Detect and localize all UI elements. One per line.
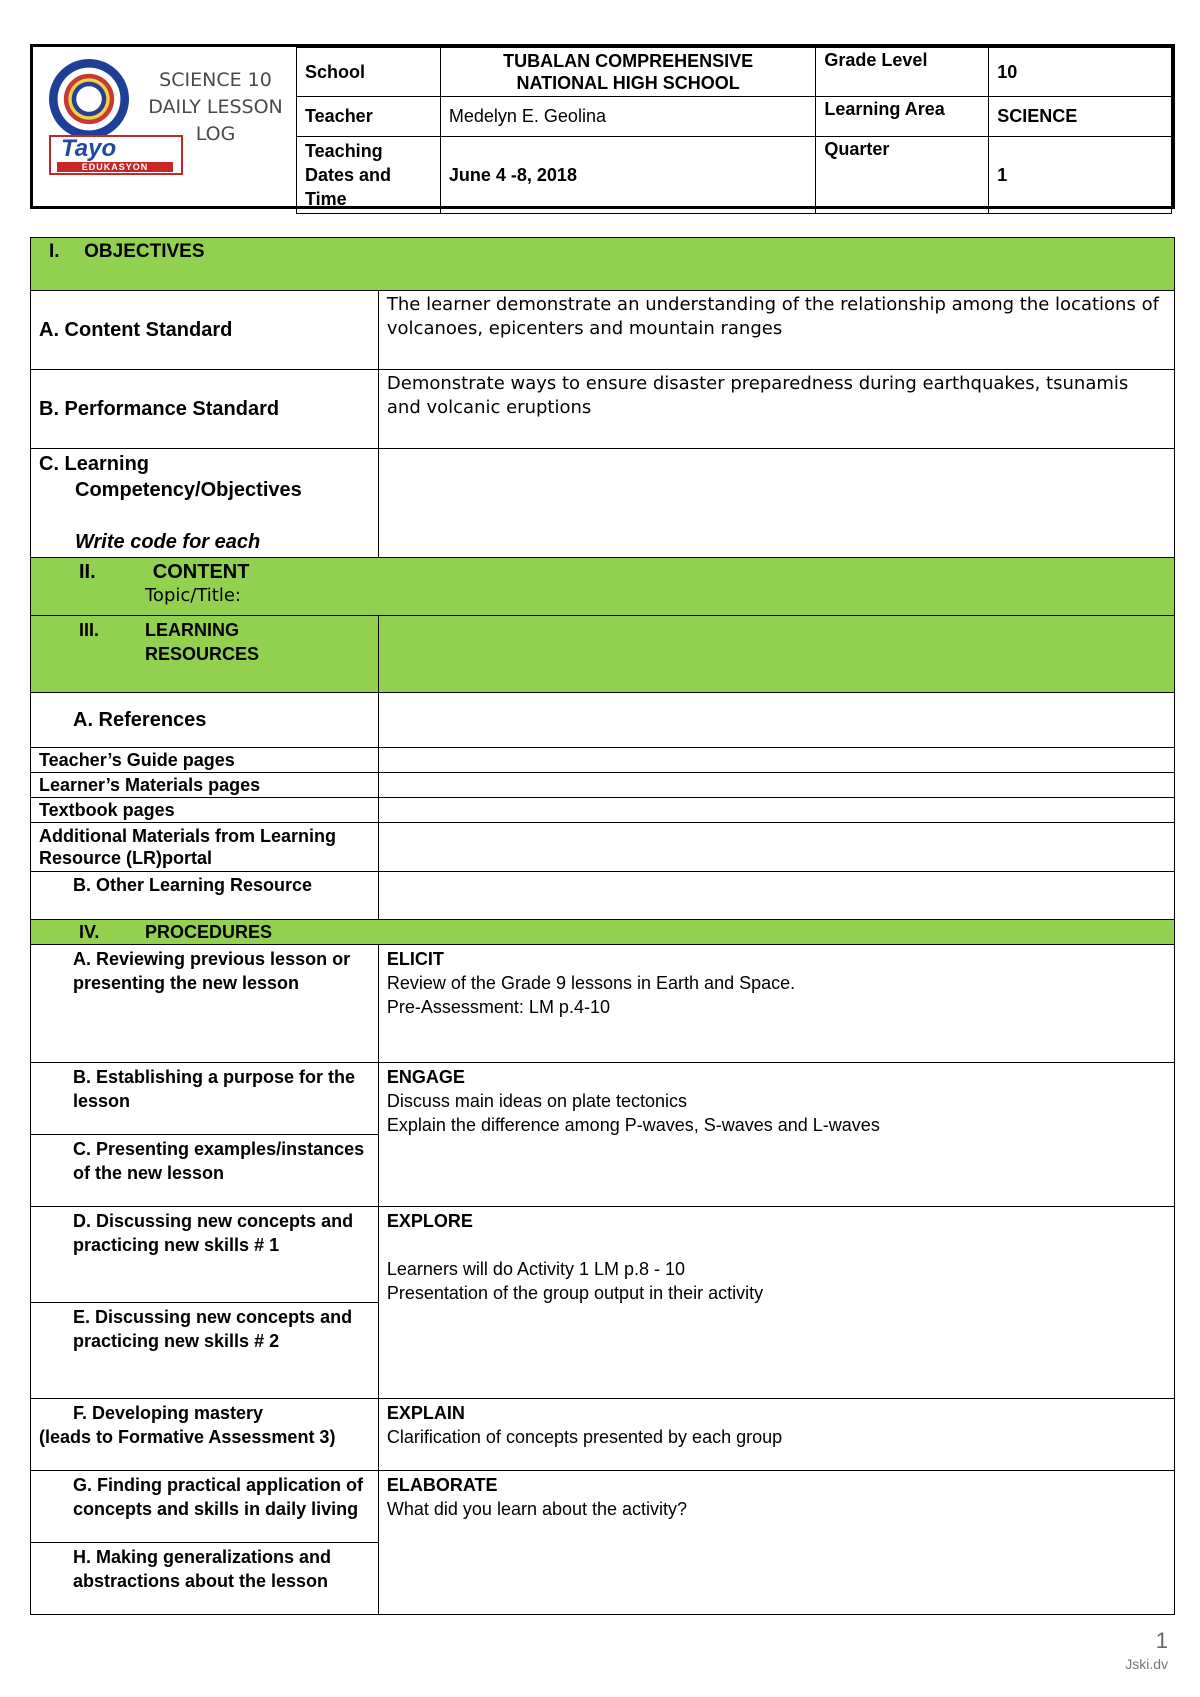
proc-e-label: E. Discussing new concepts and practicing new skills # 2 [31, 1303, 379, 1399]
dates-value: June 4 -8, 2018 [440, 137, 816, 214]
lm-pages-value [378, 773, 1174, 798]
proc-g-phase: ELABORATE [386, 1475, 498, 1495]
resources-heading-blank [378, 616, 1174, 693]
grade-value: 10 [989, 48, 1172, 97]
content-topic: Topic/Title: [145, 585, 241, 606]
proc-a-row [31, 945, 1175, 1063]
lesson-log-table [30, 237, 1175, 1615]
school-value-line1: TUBALAN COMPREHENSIVE [503, 51, 754, 71]
references-value [378, 693, 1174, 748]
lesson-log-header [30, 44, 1175, 209]
lm-pages-label: Learner’s Materials pages [31, 773, 379, 798]
quarter-label: Quarter [816, 137, 989, 214]
proc-c-label: C. Presenting examples/instances of the new lesson [31, 1135, 379, 1207]
competency-note: Write code for each [75, 531, 261, 553]
proc-b-line1: Discuss main ideas on plate tectonics [386, 1091, 688, 1111]
proc-gh-value [378, 1471, 1174, 1615]
procedures-heading [31, 920, 1175, 945]
additional-materials-label: Additional Materials from Learning Resource (LR)portal [31, 823, 379, 872]
header-info-table [296, 47, 1172, 214]
tayo-logo-tagline: EDUKASYON [57, 162, 173, 172]
proc-d-label: D. Discussing new concepts and practicing new skills # 1 [31, 1207, 379, 1303]
other-resource-value [378, 872, 1174, 920]
proc-f-value [378, 1399, 1174, 1471]
tayo-logo [49, 135, 183, 175]
content-heading-num: II. [79, 561, 96, 583]
resources-heading-num: III. [79, 620, 100, 640]
performance-standard-row [31, 370, 1175, 449]
proc-b-row [31, 1063, 1175, 1135]
resources-heading-line2: RESOURCES [145, 644, 260, 664]
content-heading-text: CONTENT [152, 561, 250, 583]
proc-a-line2: Pre-Assessment: LM p.4-10 [386, 997, 610, 1017]
footer-brand: Jski.dv [1125, 1656, 1168, 1672]
teacher-value: Medelyn E. Geolina [440, 97, 816, 137]
grade-label: Grade Level [816, 48, 989, 97]
logo-area [33, 47, 296, 206]
other-resource-row [31, 872, 1175, 920]
objectives-heading [31, 238, 1175, 291]
proc-b-phase: ENGAGE [386, 1067, 465, 1087]
textbook-pages-row [31, 798, 1175, 823]
log-title-line2: DAILY LESSON LOG [148, 96, 283, 145]
textbook-pages-label: Textbook pages [31, 798, 379, 823]
competency-label [31, 449, 379, 558]
proc-h-label: H. Making generalizations and abstractions about the lesson [31, 1543, 379, 1615]
competency-value [378, 449, 1174, 558]
objectives-heading-num: I. [49, 241, 60, 262]
proc-f-row [31, 1399, 1175, 1471]
proc-g-row [31, 1471, 1175, 1543]
proc-g-line1: What did you learn about the activity? [386, 1499, 688, 1519]
tg-pages-label: Teacher’s Guide pages [31, 748, 379, 773]
proc-a-value [378, 945, 1174, 1063]
school-label: School [297, 48, 441, 97]
area-label: Learning Area [816, 97, 989, 137]
school-value [440, 48, 816, 97]
textbook-pages-value [378, 798, 1174, 823]
page-number: 1 [1155, 1628, 1168, 1653]
proc-b-label: B. Establishing a purpose for the lesson [31, 1063, 379, 1135]
additional-materials-row [31, 823, 1175, 872]
proc-de-value [378, 1207, 1174, 1399]
procedures-heading-text: PROCEDURES [145, 922, 273, 942]
additional-materials-value [378, 823, 1174, 872]
procedures-heading-row [31, 920, 1175, 945]
proc-d-phase: EXPLORE [386, 1211, 473, 1231]
tg-pages-value [378, 748, 1174, 773]
proc-a-line1: Review of the Grade 9 lessons in Earth and Space. [386, 973, 796, 993]
proc-f-line1: Clarification of concepts presented by each group [386, 1427, 783, 1447]
objectives-heading-text: OBJECTIVES [84, 241, 205, 262]
content-standard-row [31, 291, 1175, 370]
other-resource-label: B. Other Learning Resource [31, 872, 379, 920]
proc-g-label: G. Finding practical application of concepts and skills in daily living [31, 1471, 379, 1543]
lm-pages-row [31, 773, 1175, 798]
proc-bc-value [378, 1063, 1174, 1207]
content-standard-label: A. Content Standard [31, 291, 379, 370]
resources-heading [31, 616, 379, 693]
area-value: SCIENCE [989, 97, 1172, 137]
proc-f-label-line1: F. Developing mastery [73, 1403, 264, 1423]
proc-b-line2: Explain the difference among P-waves, S-waves and L-waves [386, 1115, 880, 1135]
resources-heading-line1: LEARNING [145, 620, 239, 640]
log-title-line1: SCIENCE 10 [159, 69, 272, 91]
procedures-heading-num: IV. [79, 922, 100, 942]
proc-f-phase: EXPLAIN [386, 1403, 465, 1423]
proc-d-row [31, 1207, 1175, 1303]
deped-seal-icon [49, 59, 129, 139]
references-label: A. References [31, 693, 379, 748]
proc-d-line2: Presentation of the group output in their activity [386, 1283, 764, 1303]
quarter-value: 1 [989, 137, 1172, 214]
resources-heading-row [31, 616, 1175, 693]
proc-a-phase: ELICIT [386, 949, 444, 969]
content-heading-row [31, 558, 1175, 616]
tayo-logo-word: Tayo [61, 135, 117, 162]
proc-d-line1: Learners will do Activity 1 LM p.8 - 10 [386, 1259, 686, 1279]
objectives-heading-row [31, 238, 1175, 291]
teacher-label: Teacher [297, 97, 441, 137]
proc-a-label: A. Reviewing previous lesson or presenting the new lesson [31, 945, 379, 1063]
references-row [31, 693, 1175, 748]
competency-label-line2: Competency/Objectives [75, 479, 302, 501]
competency-label-line1: C. Learning [39, 453, 150, 475]
school-value-line2: NATIONAL HIGH SCHOOL [516, 73, 740, 93]
content-standard-value: The learner demonstrate an understanding of the relationship among the locations of volcanoes, epicenters and mountain ranges [378, 291, 1174, 370]
dates-label: Teaching Dates and Time [297, 137, 441, 214]
content-heading [31, 558, 1175, 616]
competency-row [31, 449, 1175, 558]
tg-pages-row [31, 748, 1175, 773]
performance-standard-label: B. Performance Standard [31, 370, 379, 449]
proc-f-label-line2: (leads to Formative Assessment 3) [39, 1427, 336, 1447]
proc-f-label [31, 1399, 379, 1471]
performance-standard-value: Demonstrate ways to ensure disaster preparedness during earthquakes, tsunamis and volcanic eruptions [378, 370, 1174, 449]
